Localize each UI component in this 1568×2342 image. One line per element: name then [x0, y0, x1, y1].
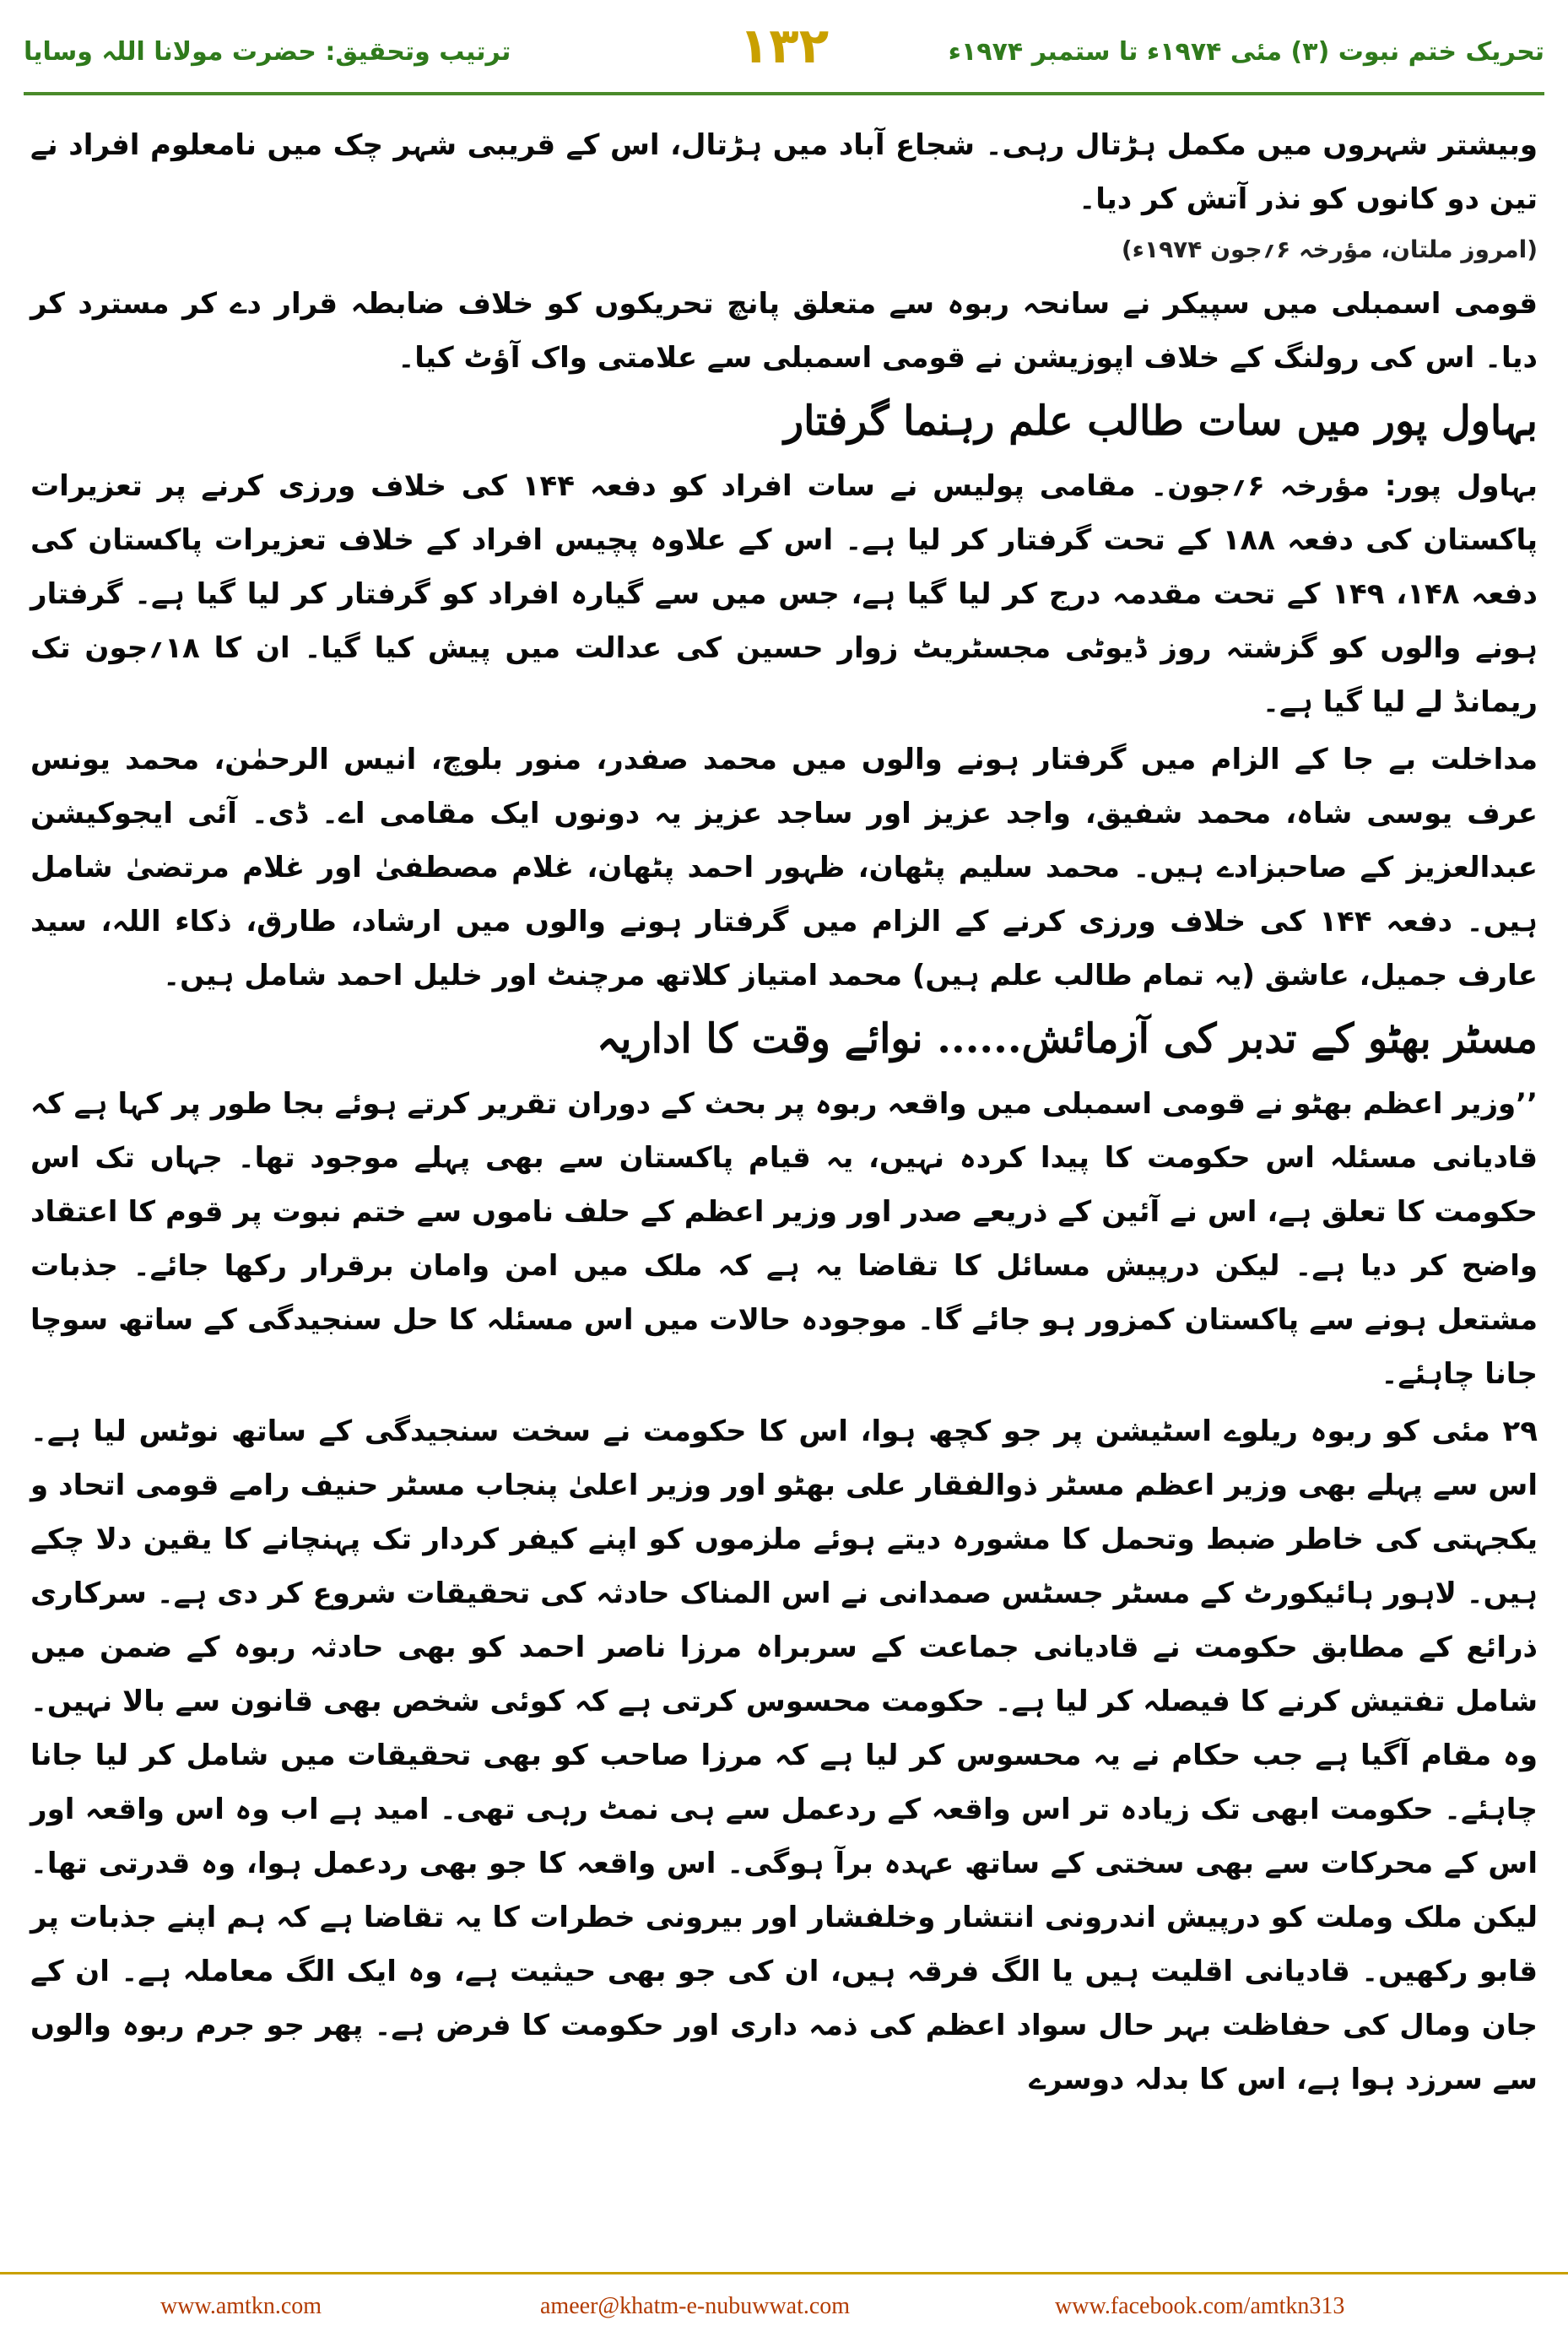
page-number: ۱۳۲ [738, 17, 830, 74]
section-headline: بہاول پور میں سات طالب علم رہنما گرفتار [783, 398, 1538, 445]
article-body [30, 118, 1538, 2241]
paragraph: قومی اسمبلی میں سپیکر نے سانحہ ربوہ سے متعلق پانچ تحریکوں کو خلاف ضابطہ قرار دے کر مسترد کر دیا۔ اس کی رولنگ کے خلاف اپوزیشن نے قومی اسمبلی سے علامتی واک آؤٹ کیا۔ [30, 287, 1538, 375]
paragraph: ’’وزیر اعظم بھٹو نے قومی اسمبلی میں واقعہ ربوہ پر بحث کے دوران تقریر کرتے ہوئے بجا طور پر کہا ہے کہ قادیانی مسئلہ اس حکومت کا پیدا کردہ نہیں، یہ قیام پاکستان سے بھی پہلے موجود تھا۔ جہاں تک اس حکومت کا تعلق ہے، اس نے آئین کے ذریعے صدر اور وزیر اعظم کے حلف ناموں سے ختم نبوت پر قوم کا اعتقاد واضح کر دیا ہے۔ لیکن درپیش مسائل کا تقاضا یہ ہے کہ ملک میں امن وامان برقرار رکھا جائے۔ جذبات مشتعل ہونے سے پاکستان کمزور ہو جائے گا۔ موجودہ حالات میں اس مسئلہ کا حل سنجیدگی کے ساتھ سوچا جانا چاہئے۔ [30, 1087, 1538, 1391]
paragraph: ۲۹ مئی کو ربوہ ریلوے اسٹیشن پر جو کچھ ہوا، اس کا حکومت نے سخت سنجیدگی کے ساتھ نوٹس لیا ہے۔ اس سے پہلے بھی وزیر اعظم مسٹر ذوالفقار علی بھٹو اور وزیر اعلیٰ پنجاب مسٹر حنیف رامے قومی اتحاد و یکجہتی کی خاطر ضبط وتحمل کا مشورہ دیتے ہوئے ملزموں کو اپنے کیفر کردار تک پہنچانے کا یقین دلا چکے ہیں۔ لاہور ہائیکورٹ کے مسٹر جسٹس صمدانی نے اس المناک حادثہ کی تحقیقات شروع کر دی ہے۔ سرکاری ذرائع کے مطابق حکومت نے قادیانی جماعت کے سربراہ مرزا ناصر احمد کو بھی حادثہ ربوہ کے ضمن میں شامل تفتیش کرنے کا فیصلہ کر لیا ہے۔ حکومت محسوس کرتی ہے کہ کوئی شخص بھی قانون سے بالا نہیں۔ وہ مقام آگیا ہے جب حکام نے یہ محسوس کر لیا ہے کہ مرزا صاحب کو بھی تحقیقات میں شامل کر لیا جانا چاہئے۔ حکومت ابھی تک زیادہ تر اس واقعہ کے ردعمل سے ہی نمٹ رہی تھی۔ امید ہے اب وہ اس واقعہ اور اس کے محرکات سے بھی سختی کے ساتھ عہدہ برآ ہوگی۔ اس واقعہ کا جو بھی ردعمل ہوا، وہ قدرتی تھا۔ لیکن ملک وملت کو درپیش اندرونی انتشار وخلفشار اور بیرونی خطرات کا یہ تقاضا ہے کہ ہم اپنے جذبات پر قابو رکھیں۔ قادیانی اقلیت ہیں یا الگ فرقہ ہیں، ان کی جو بھی حیثیت ہے، وہ ایک الگ معاملہ ہے۔ ان کے جان ومال کی حفاظت بہر حال سواد اعظم کی ذمہ داری اور حکومت کا فرض ہے۔ پھر جو جرم ربوہ والوں سے سرزد ہوا ہے، اس کا بدلہ دوسرے [30, 1414, 1538, 2096]
website-link[interactable]: www.amtkn.com [160, 2293, 322, 2319]
email-link[interactable]: ameer@khatm-e-nubuwwat.com [540, 2293, 851, 2319]
facebook-link[interactable]: www.facebook.com/amtkn313 [1055, 2293, 1345, 2319]
paragraph: وبیشتر شہروں میں مکمل ہڑتال رہی۔ شجاع آباد میں ہڑتال، اس کے قریبی شہر چک میں نامعلوم افراد نے تین دو کانوں کو نذر آتش کر دیا۔ [30, 128, 1538, 216]
compiler-credit: ترتیب وتحقیق: حضرت مولانا اللہ وسایا [24, 37, 511, 67]
source-citation: (امروز ملتان، مؤرخہ ۶؍جون ۱۹۷۴ء) [1121, 235, 1538, 263]
paragraph: مداخلت بے جا کے الزام میں گرفتار ہونے والوں میں محمد صفدر، منور بلوچ، انیس الرحمٰن، محمد یونس عرف یوسی شاہ، محمد شفیق، واجد عزیز اور ساجد عزیز یہ دونوں ایک مقامی اے۔ ڈی۔ آئی ایجوکیشن عبدالعزیز کے صاحبزادے ہیں۔ محمد سلیم پٹھان، ظہور احمد پٹھان، غلام مصطفیٰ اور غلام مرتضیٰ شامل ہیں۔ دفعہ ۱۴۴ کی خلاف ورزی کرنے کے الزام میں گرفتار ہونے والوں میں ارشاد، طارق، ذکاء اللہ، سید عارف جمیل، عاشق (یہ تمام طالب علم ہیں) محمد امتیاز کلاتھ مرچنٹ اور خلیل احمد شامل ہیں۔ [30, 743, 1538, 993]
section-headline: مسٹر بھٹو کے تدبر کی آزمائش...... نوائے وقت کا اداریہ [597, 1015, 1538, 1063]
paragraph: بہاول پور: مؤرخہ ۶؍جون۔ مقامی پولیس نے سات افراد کو دفعہ ۱۴۴ کی خلاف ورزی کرنے پر تعزیرات پاکستان کی دفعہ ۱۸۸ کے تحت گرفتار کر لیا ہے۔ اس کے علاوہ پچیس افراد کے خلاف تعزیرات پاکستان کی دفعہ ۱۴۸، ۱۴۹ کے تحت مقدمہ درج کر لیا گیا ہے، جس میں سے گیارہ افراد کو گرفتار کر لیا گیا ہے۔ گرفتار ہونے والوں کو گزشتہ روز ڈیوٹی مجسٹریٹ زوار حسین کی عدالت میں پیش کیا گیا۔ ان کا ۱۸؍جون تک ریمانڈ لے لیا گیا ہے۔ [30, 469, 1538, 719]
book-title: تحریک ختم نبوت (۳) مئی ۱۹۷۴ء تا ستمبر ۱۹۷۴ء [948, 37, 1544, 67]
page-header [24, 12, 1544, 95]
page-footer [0, 2272, 1568, 2342]
